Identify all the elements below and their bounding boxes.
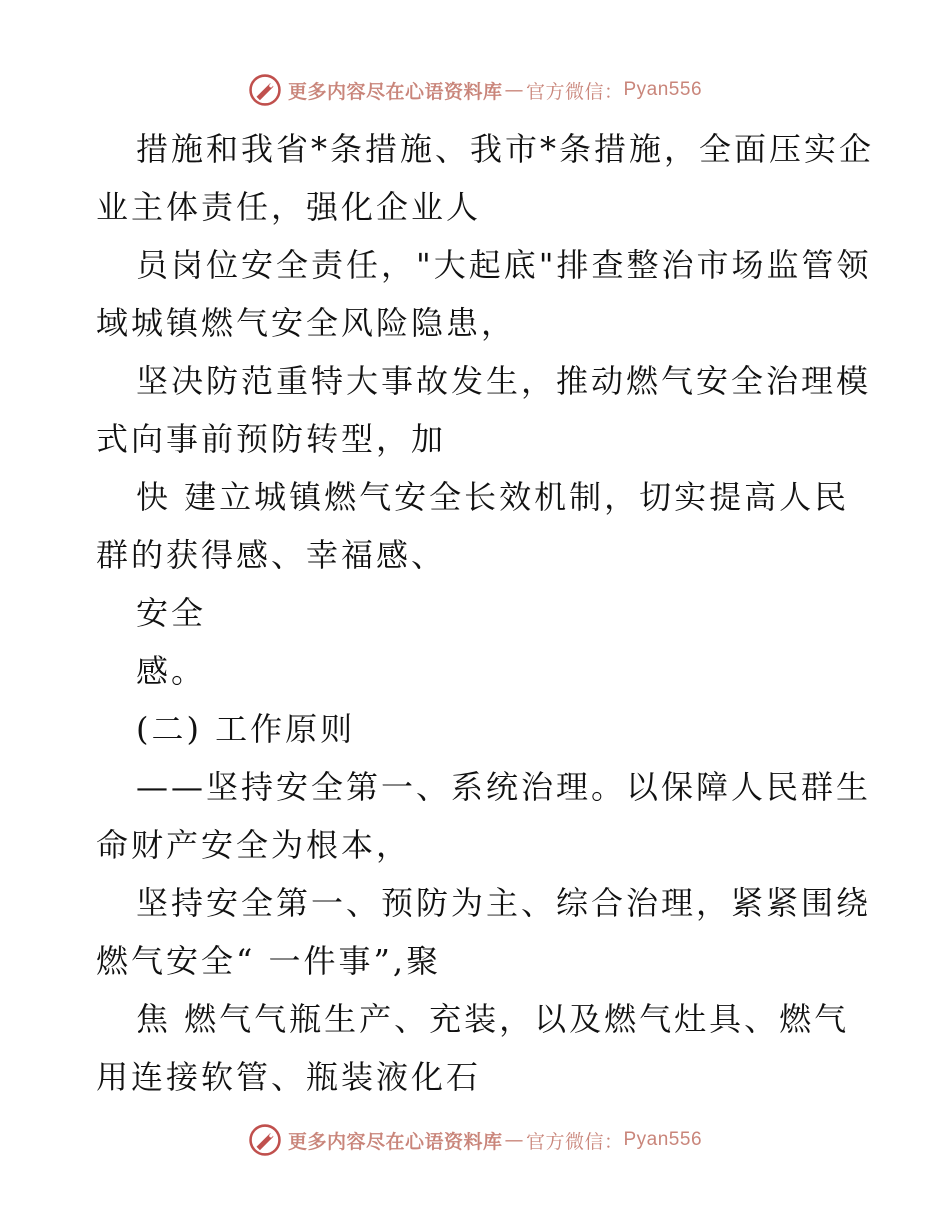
document-body <box>96 120 876 1106</box>
watermark-dash: — <box>504 1129 524 1151</box>
text-line: 感。 <box>136 652 207 690</box>
text-line: 措施和我省*条措施、我市*条措施，全面压实企 <box>136 130 875 168</box>
text-line: 坚决防范重特大事故发生，推动燃气安全治理模 <box>136 362 872 400</box>
watermark-dash: — <box>504 79 524 101</box>
watermark-wechat-label: 官方微信： <box>525 1130 624 1153</box>
text-line: 燃气安全“ 一件事”,聚 <box>96 942 442 980</box>
section-heading: (二) 工作原则 <box>136 710 356 748</box>
text-line: 焦 燃气气瓶生产、充装，以及燃气灶具、燃气 <box>136 1000 850 1038</box>
text-line: 用连接软管、瓶装液化石 <box>96 1058 482 1096</box>
watermark-wechat-id: Pyan556 <box>623 79 703 100</box>
red-pen-nib-logo-icon <box>248 73 282 107</box>
text-line: 业主体责任，强化企业人 <box>96 188 482 226</box>
text-line: 坚持安全第一、预防为主、综合治理，紧紧围绕 <box>136 884 872 922</box>
text-line: 群的获得感、幸福感、 <box>96 536 447 574</box>
header-watermark <box>0 70 950 110</box>
watermark-brand-text: 更多内容尽在心语资料库 <box>287 1130 503 1153</box>
text-line: 快 建立城镇燃气安全长效机制，切实提高人民 <box>136 478 850 516</box>
red-pen-nib-logo-icon <box>248 1123 282 1157</box>
text-line: ——坚持安全第一、系统治理。以保障人民群生 <box>136 768 872 806</box>
watermark-wechat-id: Pyan556 <box>623 1129 703 1150</box>
text-line: 命财产安全为根本， <box>96 826 412 864</box>
text-line: 安全 <box>136 594 207 632</box>
text-line: 域城镇燃气安全风险隐患， <box>96 304 517 342</box>
watermark-wechat-label: 官方微信： <box>525 80 624 103</box>
watermark-brand-text: 更多内容尽在心语资料库 <box>287 80 503 103</box>
text-line: 式向事前预防转型，加 <box>96 420 447 458</box>
text-line: 员岗位安全责任，"大起底"排查整治市场监管领 <box>136 246 872 284</box>
footer-watermark <box>0 1120 950 1160</box>
